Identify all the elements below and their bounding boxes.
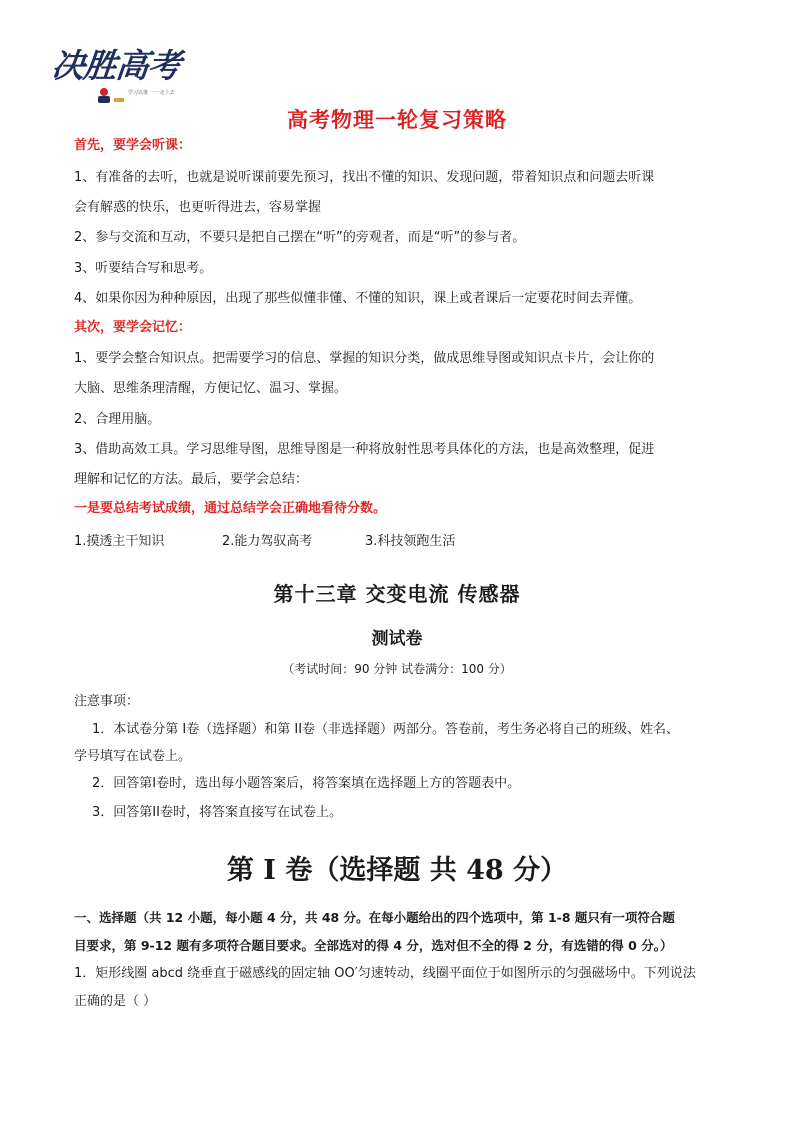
text-line: 大脑、思维条理清醒，方便记忆、温习、掌握。	[74, 381, 348, 396]
text-line: 4、如果你因为种种原因，出现了那些似懂非懂、不懂的知识，课上或者课后一定要花时间去弄懂。	[74, 291, 642, 306]
question-line: 1．矩形线圈 abcd 绕垂直于磁感线的固定轴 OO′匀速转动，线圈平面位于如图所示的匀强磁场中。下列说法	[74, 966, 696, 981]
page-title: 高考物理一轮复习策略	[287, 108, 507, 132]
text-line: 会有解惑的快乐，也更听得进去，容易掌握	[74, 200, 322, 215]
logo-student-illustration	[92, 86, 175, 104]
tip-item: 1.摸透主干知识	[74, 534, 165, 549]
text-line: 1、要学会整合知识点。把需要学习的信息、掌握的知识分类，做成思维导图或知识点卡片，会让你的	[74, 351, 655, 366]
text-line: 2、参与交流和互动，不要只是把自己摆在“听”的旁观者，而是“听”的参与者。	[74, 230, 526, 245]
question-line: 正确的是（ ）	[74, 994, 157, 1009]
section-instruction-line: 目要求，第 9-12 题有多项符合题目要求。全部选对的得 4 分，选对但不全的得 2 分，有选错的得 0 分。）	[74, 938, 673, 953]
notice-line: 学号填写在试卷上。	[74, 749, 192, 764]
text-line: 2、合理用脑。	[74, 412, 161, 427]
text-line: 3、听要结合写和思考。	[74, 261, 213, 276]
exam-subtitle: 测试卷	[371, 629, 423, 649]
logo-subtext: 学习以後 一一走上去	[128, 90, 175, 96]
tips-row	[74, 530, 455, 549]
section-heading-memory: 其次，要学会记忆：	[74, 320, 192, 335]
logo-text: 决胜高考	[49, 46, 182, 85]
section-heading-listening: 首先，要学会听课：	[74, 138, 192, 153]
chapter-title: 第十三章 交变电流 传感器	[273, 582, 521, 606]
notice-line: 2．回答第I卷时，选出每小题答案后，将答案填在选择题上方的答题表中。	[92, 776, 521, 791]
notice-line: 1．本试卷分第 I卷（选择题）和第 II卷（非选择题）两部分。答卷前，考生务必将自己的班级、姓名、	[92, 722, 680, 737]
text-line: 3、借助高效工具。学习思维导图，思维导图是一种将放射性思考具体化的方法，也是高效整理，促进	[74, 442, 655, 457]
brand-logo	[49, 40, 182, 106]
tip-item: 2.能力驾驭高考	[222, 534, 313, 549]
notice-heading: 注意事项：	[74, 694, 140, 709]
exam-info: （考试时间：90 分钟 试卷满分：100 分）	[282, 662, 512, 676]
summary-line: 一是要总结考试成绩，通过总结学会正确地看待分数。	[74, 501, 387, 516]
part-title: 第 I 卷（选择题 共 48 分）	[226, 855, 568, 886]
text-line: 理解和记忆的方法。最后，要学会总结：	[74, 472, 309, 487]
tip-item: 3.科技领跑生活	[365, 534, 456, 549]
section-instruction-line: 一、选择题（共 12 小题，每小题 4 分，共 48 分。在每小题给出的四个选项中，第 1-8 题只有一项符合题	[74, 910, 675, 925]
text-line: 1、有准备的去听，也就是说听课前要先预习，找出不懂的知识、发现问题，带着知识点和问题去听课	[74, 170, 655, 185]
notice-line: 3．回答第II卷时，将答案直接写在试卷上。	[92, 805, 342, 820]
